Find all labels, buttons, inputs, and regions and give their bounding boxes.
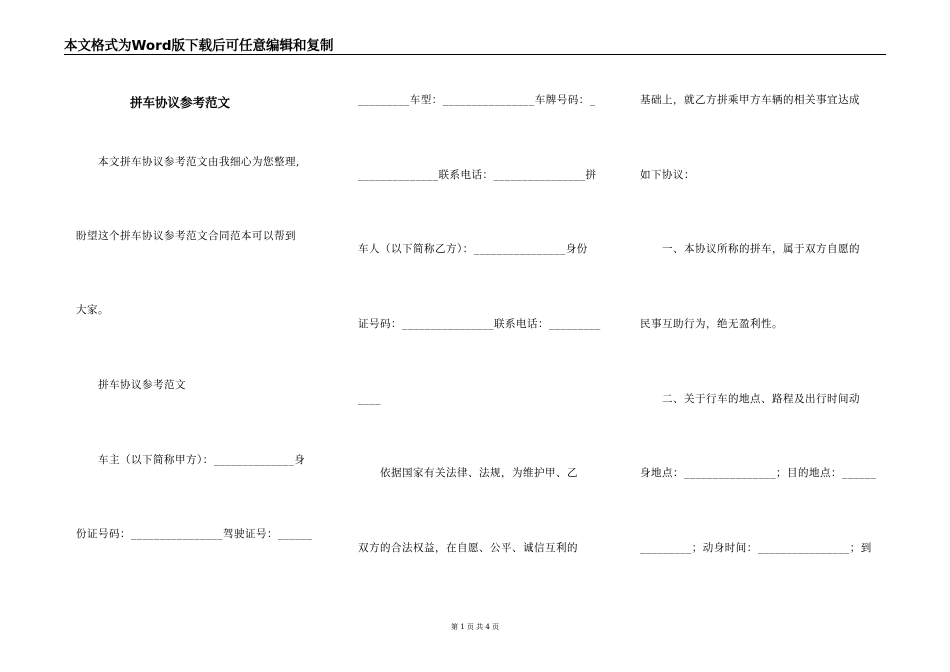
text-line: 双方的合法权益，在自愿、公平、诚信互利的: [358, 542, 578, 554]
text-line: 依据国家有关法律、法规，为维护甲、乙: [358, 467, 578, 479]
text-line: 证号码：________________联系电话：_________: [358, 318, 601, 330]
text-line: 一、本协议所称的拼车，属于双方自愿的: [640, 243, 860, 255]
text-line: 车主（以下简称甲方）：______________身: [76, 454, 306, 466]
text-line: 基础上，就乙方拼乘甲方车辆的相关事宜达成: [640, 94, 860, 106]
text-line: 大家。: [76, 304, 109, 316]
text-line: 本文拼车协议参考范文由我细心为您整理,: [76, 156, 300, 168]
text-line: 身地点：________________；目的地点：______: [640, 467, 877, 479]
text-line: 拼车协议参考范文: [76, 379, 186, 391]
text-line: 二、关于行车的地点、路程及出行时间动: [640, 393, 860, 405]
document-title: 拼车协议参考范文: [130, 95, 231, 110]
page-footer: 第 1 页 共 4 页: [450, 623, 500, 631]
text-line: ____: [358, 393, 381, 405]
text-line: ______________联系电话：________________拼: [358, 169, 597, 181]
text-line: 民事互助行为，绝无盈利性。: [640, 318, 783, 330]
text-line: 盼望这个拼车协议参考范文合同范本可以帮到: [76, 230, 296, 242]
text-line: 份证号码：________________驾驶证号：______: [76, 528, 313, 540]
text-line: 车人（以下简称乙方）：________________身份: [358, 243, 588, 255]
header-title: 本文格式为Word版下载后可任意编辑和复制: [64, 38, 334, 54]
document-header: [64, 32, 886, 55]
text-line: _________；动身时间：________________；到: [640, 542, 872, 554]
text-line: 如下协议：: [640, 169, 695, 181]
text-line: _________车型：________________车牌号码：_: [358, 94, 596, 106]
